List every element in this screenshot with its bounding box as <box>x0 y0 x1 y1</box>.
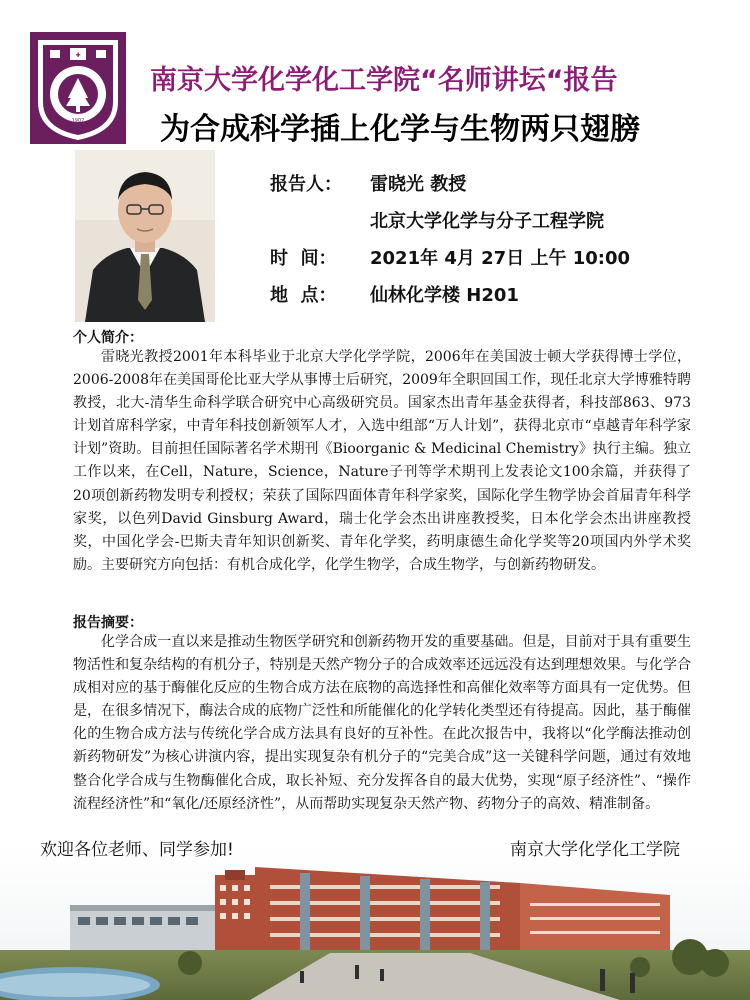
abstract-heading: 报告摘要： <box>73 615 143 631</box>
university-logo <box>30 32 126 144</box>
building-illustration <box>0 845 750 1000</box>
time-label: 时 间： <box>270 248 337 269</box>
speaker-name: 雷晓光 教授 <box>370 174 467 195</box>
welcome-text: 欢迎各位老师、同学参加! <box>40 840 234 860</box>
abstract-text: 化学合成一直以来是推动生物医学研究和创新药物开发的重要基础。但是，目前对于具有重要生物活性和复杂结构的有机分子，特别是天然产物分子的合成效率还远远没有达到理想效果。与化学合成相对应的基于酶催化反应的生物合成方法在底物的高选择性和高催化效率等方面具有一定优势。但是，在很多情况下，酶法合成的底物广泛性和所能催化的化学转化类型还有待提高。因此，基于酶催化的生物合成方法与传统化学合成方法具有良好的互补性。在此次报告中，我将以“化学酶法推动创新药物研发”为核心讲演内容，提出实现复杂有机分子的“完美合成”这一关键科学问题，通过有效地整合化学合成与生物酶催化合成，取长补短、充分发挥各自的最大优势，实现“原子经济性”、“操作流程经济性”和“氧化/还原经济性”，从而帮助实现复杂天然产物、药物分子的高效、精准制备。 <box>73 634 691 812</box>
talk-time: 2021年 4月 27日 上午 10:00 <box>370 248 631 269</box>
svg-text:1902: 1902 <box>71 118 85 124</box>
speaker-label: 报告人： <box>270 174 342 195</box>
speaker-affiliation: 北京大学化学与分子工程学院 <box>370 211 604 232</box>
svg-text:✚: ✚ <box>75 52 81 59</box>
bio-text: 雷晓光教授2001年本科毕业于北京大学化学学院，2006年在美国波士顿大学获得博士学位，2006-2008年在美国哥伦比亚大学从事博士后研究，2009年全职回国工作，现任北京大学博雅特聘教授，北大-清华生命科学联合研究中心高级研究员。国家杰出青年基金获得者，科技部863、973计划首席科学家，中青年科技创新领军人才，入选中组部“万人计划”，获得北京市“卓越青年科学家计划”资助。目前担任国际著名学术期刊《Bioorganic & Medicinal Chemistry》执行主编。独立工作以来，在Cell，Nature，Science，Nature子刊等学术期刊上发表论文100余篇，并获得了20项创新药物发明专利授权；荣获了国际四面体青年科学家奖，国际化学生物学协会首届青年科学家奖，以色列David Ginsburg Award，瑞士化学会杰出讲座教授奖，日本化学会杰出讲座教授奖，中国化学会-巴斯夫青年知识创新奖、青年化学奖，药明康德生命化学奖等20项国内外学术奖励。主要研究方向包括：有机合成化学，化学生物学，合成生物学，与创新药物研发。 <box>73 349 691 573</box>
bio-heading: 个人简介： <box>73 330 143 346</box>
location-label: 地 点： <box>270 285 337 306</box>
organizer-text: 南京大学化学化工学院 <box>510 840 680 860</box>
page-subtitle: 为合成科学插上化学与生物两只翅膀 <box>160 112 640 147</box>
talk-location: 仙林化学楼 H201 <box>370 285 519 306</box>
page-title: 南京大学化学化工学院“名师讲坛“报告 <box>150 65 618 96</box>
speaker-photo <box>75 150 215 322</box>
